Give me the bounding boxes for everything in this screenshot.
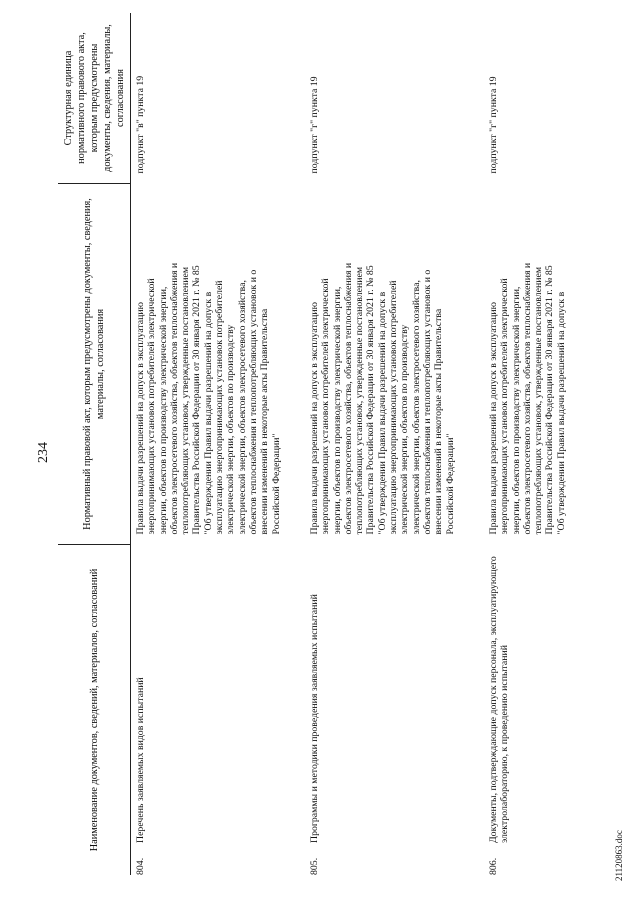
row-number: 806.: [488, 857, 499, 875]
document-name: Перечень заявляемых видов испытаний: [135, 677, 146, 843]
header-normative-act: Нормативный правовой акт, которым предусмотрены документы, сведения, материалы, согласования: [82, 198, 106, 530]
table-row: [131, 13, 306, 875]
table-header-row: [58, 13, 131, 875]
row-number: 805.: [309, 857, 320, 875]
structural-unit: подпункт "г" пункта 19: [309, 76, 320, 174]
document-name: Программы и методики проведения заявляемых испытаний: [309, 594, 320, 843]
document-name: Документы, подтверждающие допуск персонала, эксплуатирующего: [488, 556, 499, 843]
table-row: [484, 13, 628, 875]
normative-act: Правила выдачи разрешений на допуск в эксплуатацию энергопринимающих установок потребителей электрической энергии, объектов по производству электрической энергии, объектов электросетевого хозяйства, объектов теплоснабжения и теплопотребляющих установок, утвержденные постановлением Правительства Российской Федерации от 30 января 2021 г. № 85 "Об утверждении Правил выдачи разрешений на допуск в эксплуатацию энергопринимающих установок потребителей электрической энергии, объектов по производству электрической энергии, объектов электросетевого хозяйства, объектов теплоснабжения и теплопотребляющих установок и о внесении изменений в некоторые акты Правительства Российской Федерации": [135, 262, 282, 535]
page-number: 234: [36, 442, 51, 463]
normative-act: Правила выдачи разрешений на допуск в эксплуатацию энергопринимающих установок потребителей электрической энергии, объектов по производству электрической энергии, объектов электросетевого хозяйства, объектов теплоснабжения и теплопотребляющих установок, утвержденные постановлением Правительства Российской Федерации от 30 января 2021 г. № 85 "Об утверждении Правил выдачи разрешений на допуск в эксплуатацию энергопринимающих установок потребителей электрической энергии, объектов по производству электрической энергии, объектов электросетевого хозяйства, объектов теплоснабжения и теплопотребляющих установок и о внесении изменений в некоторые акты Правительства Российской Федерации": [309, 262, 456, 535]
normative-act: Правила выдачи разрешений на допуск в эксплуатацию энергопринимающих установок потребителей электрической энергии, объектов по производству электрической энергии, объектов электросетевого хозяйства, объектов теплоснабжения и теплопотребляющих установок, утвержденные постановлением Правительства Российской Федерации от 30 января 2021 г. № 85 "Об утверждении Правил выдачи разрешений на допуск в: [488, 262, 567, 535]
file-name-footer: 21120863.doc: [614, 830, 624, 881]
requirements-table: [58, 13, 628, 875]
document-name-continued: электролабораторию, к проведению испытаний: [499, 644, 511, 843]
table-row: [305, 13, 484, 875]
structural-unit: подпункт "в" пункта 19: [135, 75, 146, 174]
header-structural-unit: Структурная единица нормативного правового акта, которым предусмотрены документы, сведения, материалы, согласования: [62, 24, 126, 172]
structural-unit: подпункт "г" пункта 19: [488, 76, 499, 174]
row-number: 804.: [135, 857, 146, 875]
header-documents: Наименование документов, сведений, материалов, согласований: [88, 568, 100, 852]
